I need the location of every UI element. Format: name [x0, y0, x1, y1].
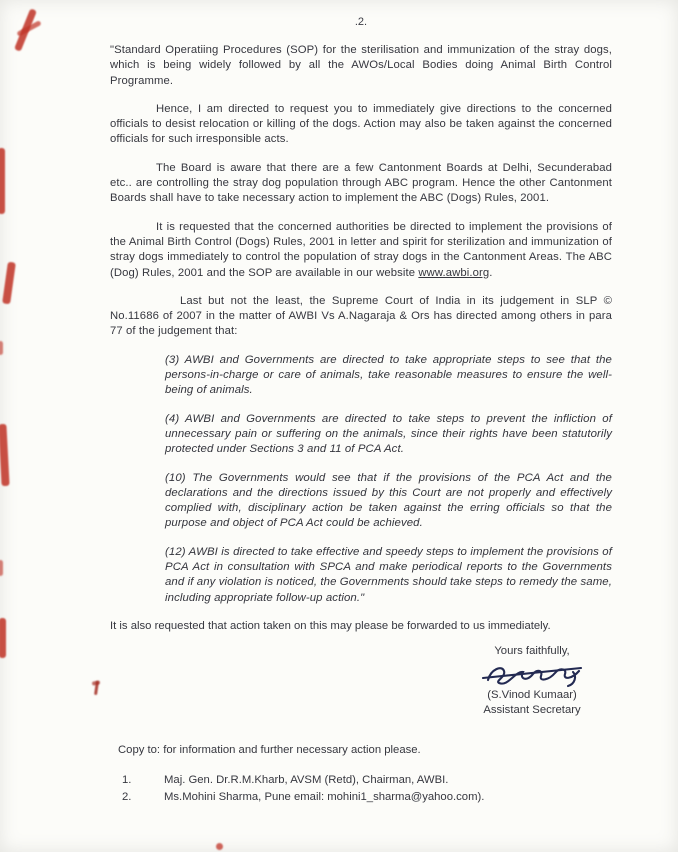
item-text: Ms.Mohini Sharma, Pune email: mohini1_sharma@yahoo.com). [164, 791, 485, 804]
copy-to-heading: Copy to: for information and further necessary action please. [118, 744, 421, 757]
signer-name: (S.Vinod Kumaar) [487, 689, 577, 702]
judgement-quote-3: (3) AWBI and Governments are directed to take appropriate steps to see that the persons-in-charge or care of animals, take reasonable measures to ensure the well-being of animals. [165, 353, 612, 397]
paragraph-sop: "Standard Operatiing Procedures (SOP) for the sterilisation and immunization of the stray dogs, which is being widely followed by all the AWOs/Local Bodies doing Animal Birth Control Programme. [110, 44, 612, 87]
paragraph-abc-rules [110, 220, 612, 281]
copy-to-section [110, 744, 612, 805]
scan-mark [216, 843, 223, 850]
paragraph-supreme-court: Last but not the least, the Supreme Court of India in its judgement in SLP © No.11686 of 2007 in the matter of AWBI Vs A.Nagaraja & Ors has directed among others in para 77 of the judgement that: [110, 294, 612, 338]
judgement-quote-4: (4) AWBI and Governments are directed to take steps to prevent the infliction of unnecessary pain or suffering on the animals, since their rights have been statutorily protected under Sections 3 and 11 of PCA Act. [165, 412, 612, 456]
action-request-line: It is also requested that action taken on this may please be forwarded to us immediately. [110, 619, 551, 632]
judgement-quote-12: (12) AWBI is directed to take effective and speedy steps to implement the provisions of PCA Act in consultation with SPCA and make periodical reports to the Governments and if any violation is noticed, the Governments should take steps to remedy the same, including appropriate follow-up action." [165, 545, 612, 604]
paragraph-cantonment-boards: The Board is aware that there are a few Cantonment Boards at Delhi, Secunderabad etc.. are controlling the stray dog population through ABC program. Hence the other Cantonment Boards shall have to take necessary action to implement the ABC (Dogs) Rules, 2001. [110, 161, 612, 205]
page-number: .2. [354, 16, 368, 28]
scan-mark [0, 148, 5, 214]
copy-list-item [122, 790, 612, 805]
website-link[interactable]: www.awbi.org [418, 266, 490, 279]
scan-mark [0, 618, 6, 658]
paragraph-abc-rules-text: It is requested that the concerned authorities be directed to implement the provisions of the Animal Birth Control (Dogs) Rules, 2001 in letter and spirit for sterilization and immunization of stray dogs immediately to control the population of stray dogs in the Cantonment Areas. The ABC (Dog) Rules, 2001 and the SOP are available in our website [110, 220, 612, 279]
closing-salutation: Yours faithfully, [494, 645, 570, 658]
signature [480, 660, 584, 690]
judgement-quote-10: (10) The Governments would see that if the provisions of the PCA Act and the declarations and the directions issued by this Court are not properly and effectively complied with, disciplinary action be taken against the erring officials so that the purpose and object of PCA Act could be achieved. [165, 471, 612, 530]
paragraph-abc-rules-period: . [489, 266, 493, 279]
closing-block [452, 644, 612, 718]
scan-mark [0, 341, 3, 355]
signer-title: Assistant Secretary [483, 704, 581, 717]
copy-list-item [122, 773, 612, 788]
item-number: 1. [122, 774, 132, 787]
item-number: 2. [122, 791, 132, 804]
paragraph-directions: Hence, I am directed to request you to immediately give directions to the concerned officials to desist relocation or killing of the dogs. Action may also be taken against the concerned officials for such irresponsible acts. [110, 102, 612, 146]
scan-mark [0, 560, 3, 576]
item-text: Maj. Gen. Dr.R.M.Kharb, AVSM (Retd), Chairman, AWBI. [164, 774, 449, 787]
